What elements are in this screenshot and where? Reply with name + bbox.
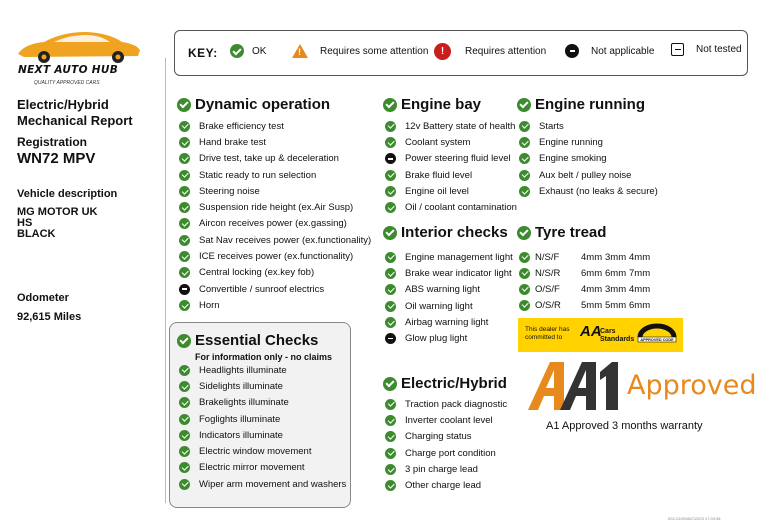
minus-square-icon [671, 43, 684, 56]
check-item-label: Exhaust (no leaks & secure) [539, 185, 658, 197]
tyre-depth: 6mm [605, 267, 627, 279]
check-icon [519, 170, 530, 181]
check-icon [179, 381, 190, 392]
check-icon [519, 121, 530, 132]
check-icon [385, 480, 396, 491]
registration-label: Registration [17, 135, 88, 149]
check-item-label: Hand brake test [199, 136, 267, 148]
check-icon [179, 186, 190, 197]
a1-logo-mark [524, 360, 624, 412]
check-icon [385, 399, 396, 410]
check-item-label: Indicators illuminate [199, 429, 283, 441]
section-essential-checks [177, 332, 318, 349]
check-item [179, 362, 346, 378]
registration-value: WN72 MPV [17, 150, 96, 167]
tyre-depth: 6mm [629, 299, 651, 311]
car-silhouette-icon [14, 26, 144, 66]
check-icon [385, 137, 396, 148]
key-attention-label: Requires attention [465, 46, 547, 57]
check-item-label: Power steering fluid level [405, 153, 511, 165]
tyre-position: N/S/F [535, 251, 560, 263]
tyre-depth: 4mm [581, 283, 603, 295]
check-item-label: Glow plug light [405, 333, 468, 345]
check-item [385, 330, 513, 346]
report-title-line2: Mechanical Report [17, 113, 133, 128]
attention-icon: ! [434, 43, 451, 60]
check-item [385, 167, 517, 183]
key-not-tested-label: Not tested [696, 44, 742, 55]
tyre-depth: 3mm [605, 251, 627, 263]
check-icon [519, 268, 530, 279]
check-icon [179, 479, 190, 490]
tyre-depth: 5mm [605, 299, 627, 311]
check-item-label: Charging status [405, 431, 472, 443]
report-title [17, 97, 162, 129]
tyre-depth: 4mm [581, 251, 603, 263]
section-title: Engine bay [401, 96, 482, 113]
check-item [179, 297, 371, 313]
check-item [179, 232, 371, 248]
key-not-applicable-label: Not applicable [591, 45, 655, 57]
check-item [385, 314, 513, 330]
check-item [179, 183, 371, 199]
section-title: Electric/Hybrid [401, 375, 507, 392]
check-icon [179, 218, 190, 229]
check-icon [383, 226, 397, 240]
check-item [179, 443, 346, 459]
vehicle-description-label: Vehicle description [17, 188, 118, 200]
check-item-label: ABS warning light [405, 284, 480, 296]
check-icon [385, 317, 396, 328]
dealer-tagline: QUALITY APPROVED CARS [34, 80, 100, 86]
check-item-label: Static ready to run selection [199, 169, 317, 181]
check-item [385, 282, 513, 298]
essential-checks-note: For information only - no claims [195, 352, 333, 362]
check-item [179, 151, 371, 167]
aa-badge-text [525, 326, 569, 342]
key-attention [434, 43, 546, 60]
check-item-label: 3 pin charge lead [405, 463, 478, 475]
check-item-label: Oil warning light [405, 300, 473, 312]
a1-approved-label: Approved [627, 370, 757, 401]
check-icon [177, 334, 191, 348]
check-icon [179, 267, 190, 278]
dealer-logo [14, 26, 144, 96]
check-item-label: Other charge lead [405, 480, 482, 492]
vehicle-colour: BLACK [17, 228, 56, 240]
section-title: Essential Checks [195, 332, 319, 349]
check-icon [385, 464, 396, 475]
check-item [385, 199, 517, 215]
check-item-label: Suspension ride height (ex.Air Susp) [199, 202, 354, 214]
engine-bay-list [385, 118, 517, 216]
vehicle-model: HS [17, 217, 33, 229]
check-item-label: 12v Battery state of health [405, 120, 516, 132]
check-item [385, 151, 517, 167]
column-divider [165, 58, 166, 503]
check-icon [385, 252, 396, 263]
tyre-row [519, 281, 653, 297]
check-item-label: Central locking (ex.key fob) [199, 267, 315, 279]
section-tyre-tread [517, 224, 606, 241]
tyre-depth: 6mm [581, 267, 603, 279]
check-item-label: Sidelights illuminate [199, 380, 283, 392]
check-item-label: Brakelights illuminate [199, 397, 289, 409]
check-item [385, 265, 513, 281]
section-interior-checks [383, 224, 508, 241]
check-item-label: Aux belt / pulley noise [539, 169, 632, 181]
check-icon [519, 284, 530, 295]
check-item-label: Charge port condition [405, 447, 496, 459]
warranty-text: A1 Approved 3 months warranty [546, 420, 703, 432]
check-item [179, 281, 371, 297]
check-icon [179, 462, 190, 473]
vehicle-description [17, 207, 162, 240]
dealer-name: NEXT AUTO HUB [18, 64, 119, 76]
check-item-label: Foglights illuminate [199, 413, 281, 425]
check-icon [179, 397, 190, 408]
check-item [179, 411, 346, 427]
odometer-value: 92,615 Miles [17, 311, 82, 323]
check-item [179, 199, 371, 215]
check-item [385, 118, 517, 134]
check-icon [517, 226, 531, 240]
check-item [179, 167, 371, 183]
section-title: Tyre tread [535, 224, 607, 241]
check-item-label: ICE receives power (ex.functionality) [199, 251, 354, 263]
check-item-label: Engine management light [405, 251, 513, 263]
a1-approved-logo [524, 360, 757, 412]
check-icon [179, 414, 190, 425]
check-icon [385, 186, 396, 197]
aa-cars-standards-badge [518, 318, 683, 352]
engine-running-list [519, 118, 658, 199]
check-icon [383, 98, 397, 112]
check-item-label: Sat Nav receives power (ex.functionality) [199, 234, 372, 246]
section-electric-hybrid [383, 375, 507, 392]
check-icon [519, 186, 530, 197]
minus-circle-icon [565, 44, 579, 58]
aa-logo: AA [580, 323, 602, 340]
key-some-attention-label: Requires some attention [320, 45, 429, 57]
check-item-label: Horn [199, 299, 220, 311]
report-title-line1: Electric/Hybrid [17, 97, 109, 112]
tyre-depth: 3mm [605, 283, 627, 295]
check-icon [383, 377, 397, 391]
check-icon [385, 121, 396, 132]
key-label: KEY: [188, 46, 218, 60]
check-icon [179, 137, 190, 148]
check-item [385, 461, 507, 477]
check-item [385, 429, 507, 445]
aa-badge-line2: committed to [525, 334, 563, 341]
check-item-label: Starts [539, 120, 564, 132]
check-item [385, 134, 517, 150]
check-item-label: Wiper arm movement and washers [199, 478, 347, 490]
tyre-depth: 4mm [629, 251, 651, 263]
tyre-depth: 5mm [581, 299, 603, 311]
key-ok [230, 44, 266, 58]
check-item-label: Traction pack diagnostic [405, 398, 508, 410]
check-item-label: Inverter coolant level [405, 414, 493, 426]
tyre-depth: 4mm [629, 283, 651, 295]
minus-circle-icon [385, 333, 396, 344]
section-dynamic-operation [177, 96, 330, 113]
check-icon [385, 268, 396, 279]
check-item [385, 298, 513, 314]
check-item-label: Airbag warning light [405, 316, 489, 328]
check-icon [179, 430, 190, 441]
essential-checks-list [179, 362, 346, 492]
tyre-position: O/S/F [535, 283, 560, 295]
status-key [174, 30, 748, 76]
check-item [385, 412, 507, 428]
section-engine-running [517, 96, 645, 113]
dynamic-operation-list [179, 118, 371, 314]
check-item [179, 216, 371, 232]
check-item [179, 476, 346, 492]
check-icon [177, 98, 191, 112]
check-item [385, 396, 507, 412]
check-item-label: Electric window movement [199, 446, 312, 458]
tyre-position: N/S/R [535, 267, 561, 279]
check-item [179, 248, 371, 264]
tyre-position: O/S/R [535, 299, 561, 311]
approved-code-label: APPROVED CODE [640, 338, 674, 342]
check-icon [385, 284, 396, 295]
check-icon [179, 235, 190, 246]
aa-cars: Cars [600, 328, 616, 335]
tyre-depth: 7mm [629, 267, 651, 279]
vehicle-make: MG MOTOR UK [17, 206, 98, 218]
check-item-label: Brake wear indicator light [405, 267, 512, 279]
check-item [519, 183, 658, 199]
approved-code-seal [636, 322, 678, 348]
check-item-label: Drive test, take up & deceleration [199, 153, 339, 165]
check-icon [517, 98, 531, 112]
check-item-label: Convertible / sunroof electrics [199, 283, 325, 295]
check-item-label: Headlights illuminate [199, 364, 287, 376]
check-item [179, 460, 346, 476]
aa-standards: Standards [600, 336, 635, 343]
tyre-row [519, 249, 653, 265]
section-title: Interior checks [401, 224, 508, 241]
check-item [519, 167, 658, 183]
check-icon [385, 415, 396, 426]
interior-checks-list [385, 249, 513, 347]
key-some-attention [292, 44, 428, 58]
check-icon [519, 137, 530, 148]
check-item-label: Electric mirror movement [199, 462, 305, 474]
aa-cars-standards [600, 328, 634, 344]
check-item [179, 395, 346, 411]
check-icon [179, 365, 190, 376]
check-item-label: Engine running [539, 136, 603, 148]
check-item [179, 427, 346, 443]
check-icon [179, 153, 190, 164]
check-item-label: Coolant system [405, 136, 471, 148]
aa-badge-line1: This dealer has [525, 326, 570, 333]
check-item [519, 118, 658, 134]
check-item [179, 378, 346, 394]
minus-circle-icon [385, 153, 396, 164]
check-item [385, 445, 507, 461]
section-engine-bay [383, 96, 481, 113]
check-item-label: Engine oil level [405, 185, 469, 197]
tyre-row [519, 265, 653, 281]
check-item-label: Engine smoking [539, 153, 607, 165]
check-item-label: Brake efficiency test [199, 120, 284, 132]
check-icon [179, 446, 190, 457]
check-item [519, 134, 658, 150]
check-icon [179, 202, 190, 213]
check-icon [519, 153, 530, 164]
check-item [385, 249, 513, 265]
key-ok-label: OK [252, 45, 267, 57]
check-icon [179, 170, 190, 181]
electric-hybrid-list [385, 396, 507, 494]
section-title: Dynamic operation [195, 96, 331, 113]
check-icon [385, 448, 396, 459]
key-not-tested [671, 43, 742, 56]
check-icon [519, 252, 530, 263]
tyre-row [519, 297, 653, 313]
check-icon [385, 301, 396, 312]
check-icon [385, 431, 396, 442]
check-item [519, 151, 658, 167]
check-item [179, 134, 371, 150]
check-item-label: Steering noise [199, 185, 260, 197]
check-item-label: Brake fluid level [405, 169, 473, 181]
check-item [179, 118, 371, 134]
minus-circle-icon [179, 284, 190, 295]
check-icon [179, 121, 190, 132]
odometer-label: Odometer [17, 292, 69, 304]
check-icon [179, 251, 190, 262]
warning-triangle-icon: ! [292, 44, 308, 58]
check-icon [179, 300, 190, 311]
footer-code: 002-21091667/2023 17:03:38 [668, 516, 721, 521]
check-item-label: Aircon receives power (ex.gassing) [199, 218, 347, 230]
check-icon [519, 300, 530, 311]
check-item [179, 265, 371, 281]
check-item [385, 477, 507, 493]
check-item-label: Oil / coolant contamination [405, 202, 517, 214]
check-icon [385, 170, 396, 181]
key-not-applicable [565, 44, 654, 58]
check-icon [230, 44, 244, 58]
check-icon [385, 202, 396, 213]
check-item [385, 183, 517, 199]
section-title: Engine running [535, 96, 645, 113]
